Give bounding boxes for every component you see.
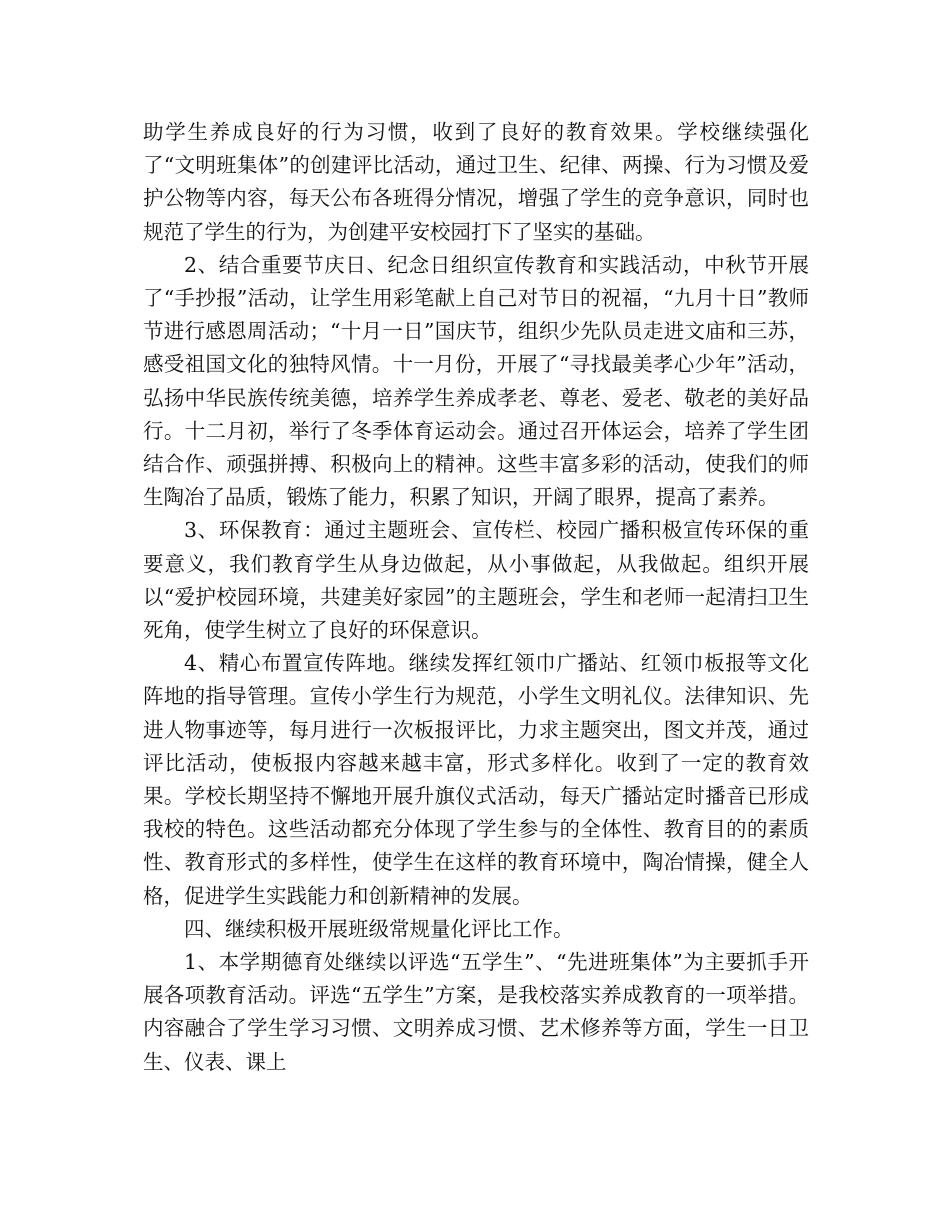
paragraph-environmental-education: 3、环保教育：通过主题班会、宣传栏、校园广播积极宣传环保的重要意义，我们教育学生从身边做起，从小事做起，从我做起。组织开展以“爱护校园环境，共建美好家园”的主题班会，学生和老师一起清扫卫生死角，使学生树立了良好的环保意识。 — [143, 518, 809, 643]
section-heading-class-evaluation: 四、继续积极开展班级常规量化评比工作。 — [184, 916, 574, 941]
paragraph-publicity-positions: 4、精心布置宣传阵地。继续发挥红领巾广播站、红领巾板报等文化阵地的指导管理。宣传小学生行为规范，小学生文明礼仪。法律知识、先进人物事迹等，每月进行一次板报评比，力求主题突出，图文并茂，通过评比活动，使板报内容越来越丰富，形式多样化。收到了一定的教育效果。学校长期坚持不懈地开展升旗仪式活动，每天广播站定时播音已形成我校的特色。这些活动都充分体现了学生参与的全体性、教育目的的素质性、教育形式的多样性，使学生在这样的教育环境中，陶冶情操，健全人格，促进学生实践能力和创新精神的发展。 — [143, 651, 809, 908]
paragraph-five-students: 1、本学期德育处继续以评选“五学生”、“先进班集体”为主要抓手开展各项教育活动。评选“五学生”方案，是我校落实养成教育的一项举措。内容融合了学生学习习惯、文明养成习惯、艺术修养等方面，学生一日卫生、仪表、课上 — [143, 950, 809, 1074]
paragraph-festival-activities: 2、结合重要节庆日、纪念日组织宣传教育和实践活动，中秋节开展了“手抄报”活动，让学生用彩笔献上自己对节日的祝福，“九月十日”教师节进行感恩周活动；“十月一日”国庆节，组织少先队员走进文庙和三苏，感受祖国文化的独特风情。十一月份，开展了“寻找最美孝心少年”活动，弘扬中华民族传统美德，培养学生养成孝老、尊老、爱老、敬老的美好品行。十二月初，举行了冬季体育运动会。通过召开体运会，培养了学生团结合作、顽强拼搏、积极向上的精神。这些丰富多彩的活动，使我们的师生陶冶了品质，锻炼了能力，积累了知识，开阔了眼界，提高了素养。 — [143, 252, 809, 510]
paragraph-continuation: 助学生养成良好的行为习惯，收到了良好的教育效果。学校继续强化了“文明班集体”的创建评比活动，通过卫生、纪律、两操、行为习惯及爱护公物等内容，每天公布各班得分情况，增强了学生的竞争意识，同时也规范了学生的行为，为创建平安校园打下了坚实的基础。 — [143, 120, 809, 244]
document-body — [143, 116, 809, 1079]
